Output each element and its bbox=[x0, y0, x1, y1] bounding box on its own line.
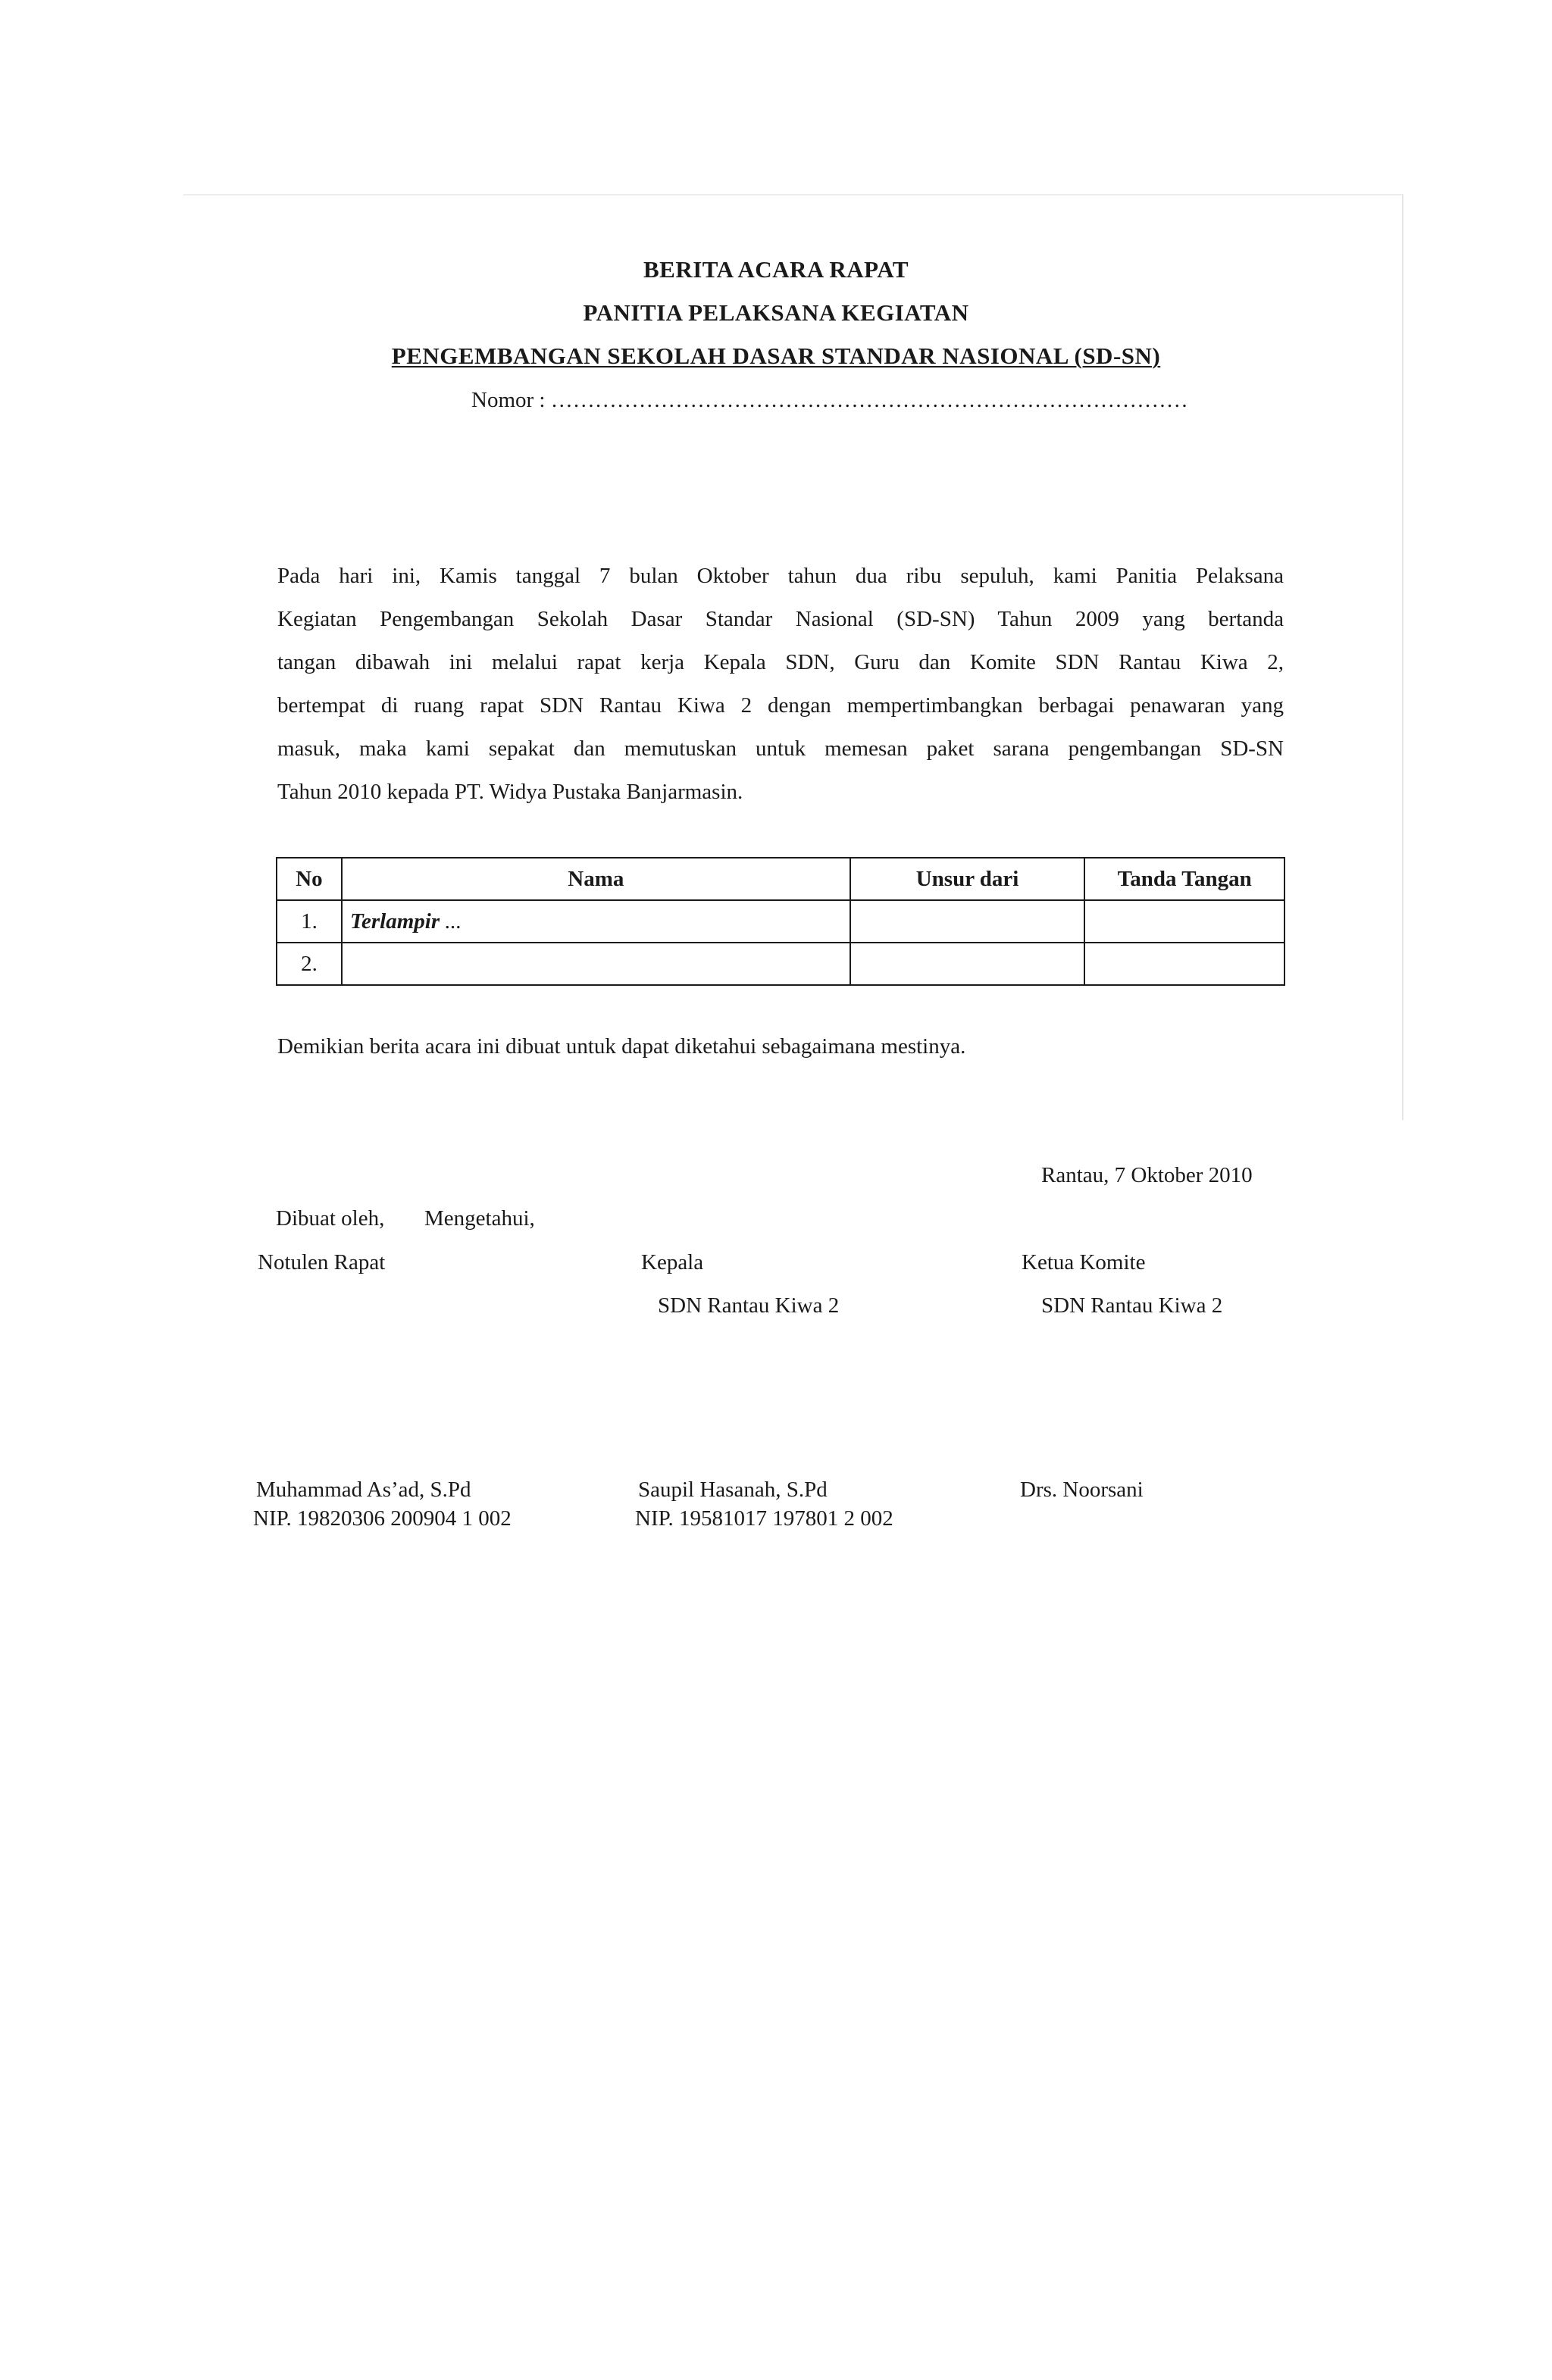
made-by-label: Dibuat oleh, bbox=[276, 1206, 385, 1231]
document-title: BERITA ACARA RAPAT bbox=[643, 256, 909, 283]
paragraph-line: Pada hari ini, Kamis tanggal 7 bulan Oktober tahun dua ribu sepuluh, kami Panitia Pelaksana bbox=[277, 564, 1284, 588]
cell-tanda-tangan bbox=[1084, 943, 1284, 985]
paragraph-line: bertempat di ruang rapat SDN Rantau Kiwa 2 dengan mempertimbangkan berbagai penawaran yang bbox=[277, 693, 1284, 718]
column-header-no: No bbox=[277, 858, 342, 900]
table-row bbox=[277, 943, 1284, 985]
komite-role: Ketua Komite bbox=[1022, 1250, 1146, 1274]
column-header-nama: Nama bbox=[342, 858, 850, 900]
paragraph-line: tangan dibawah ini melalui rapat kerja Kepala SDN, Guru dan Komite SDN Rantau Kiwa 2, bbox=[277, 650, 1284, 674]
cell-no: 1. bbox=[277, 900, 342, 943]
komite-org: SDN Rantau Kiwa 2 bbox=[1041, 1293, 1223, 1318]
paragraph-line: Tahun 2010 kepada PT. Widya Pustaka Banjarmasin. bbox=[277, 780, 743, 804]
kepala-name: Saupil Hasanah, S.Pd bbox=[638, 1478, 828, 1502]
cell-no: 2. bbox=[277, 943, 342, 985]
cell-nama bbox=[342, 943, 850, 985]
cell-nama bbox=[342, 900, 850, 943]
cell-nama-suffix: ... bbox=[440, 909, 462, 934]
kepala-org: SDN Rantau Kiwa 2 bbox=[658, 1293, 840, 1318]
komite-name: Drs. Noorsani bbox=[1020, 1478, 1144, 1502]
cell-unsur bbox=[850, 900, 1085, 943]
kepala-nip: NIP. 19581017 197801 2 002 bbox=[635, 1506, 893, 1531]
acknowledged-label: Mengetahui, bbox=[424, 1206, 535, 1231]
column-header-unsur: Unsur dari bbox=[850, 858, 1085, 900]
committee-title: PANITIA PELAKSANA KEGIATAN bbox=[583, 299, 969, 326]
column-header-tanda-tangan: Tanda Tangan bbox=[1084, 858, 1284, 900]
notulen-name: Muhammad As’ad, S.Pd bbox=[256, 1478, 471, 1502]
program-title: PENGEMBANGAN SEKOLAH DASAR STANDAR NASIONAL (SD-SN) bbox=[391, 342, 1161, 369]
notulen-role: Notulen Rapat bbox=[258, 1250, 386, 1274]
table-header-row bbox=[277, 858, 1284, 900]
closing-statement: Demikian berita acara ini dibuat untuk dapat diketahui sebagaimana mestinya. bbox=[277, 1034, 966, 1059]
attendance-table bbox=[276, 857, 1285, 986]
notulen-nip: NIP. 19820306 200904 1 002 bbox=[253, 1506, 512, 1531]
cell-nama-text: Terlampir bbox=[349, 909, 440, 934]
place-and-date: Rantau, 7 Oktober 2010 bbox=[1041, 1163, 1253, 1187]
paragraph-line: masuk, maka kami sepakat dan memutuskan untuk memesan paket sarana pengembangan SD-SN bbox=[277, 737, 1284, 761]
cell-unsur bbox=[850, 943, 1085, 985]
table-row bbox=[277, 900, 1284, 943]
cell-tanda-tangan bbox=[1084, 900, 1284, 943]
document-number: Nomor : …………………………………………………………………………… bbox=[471, 388, 1188, 412]
minutes-paragraph bbox=[277, 555, 1284, 814]
paragraph-line: Kegiatan Pengembangan Sekolah Dasar Standar Nasional (SD-SN) Tahun 2009 yang bertanda bbox=[277, 607, 1284, 631]
kepala-role: Kepala bbox=[641, 1250, 704, 1274]
